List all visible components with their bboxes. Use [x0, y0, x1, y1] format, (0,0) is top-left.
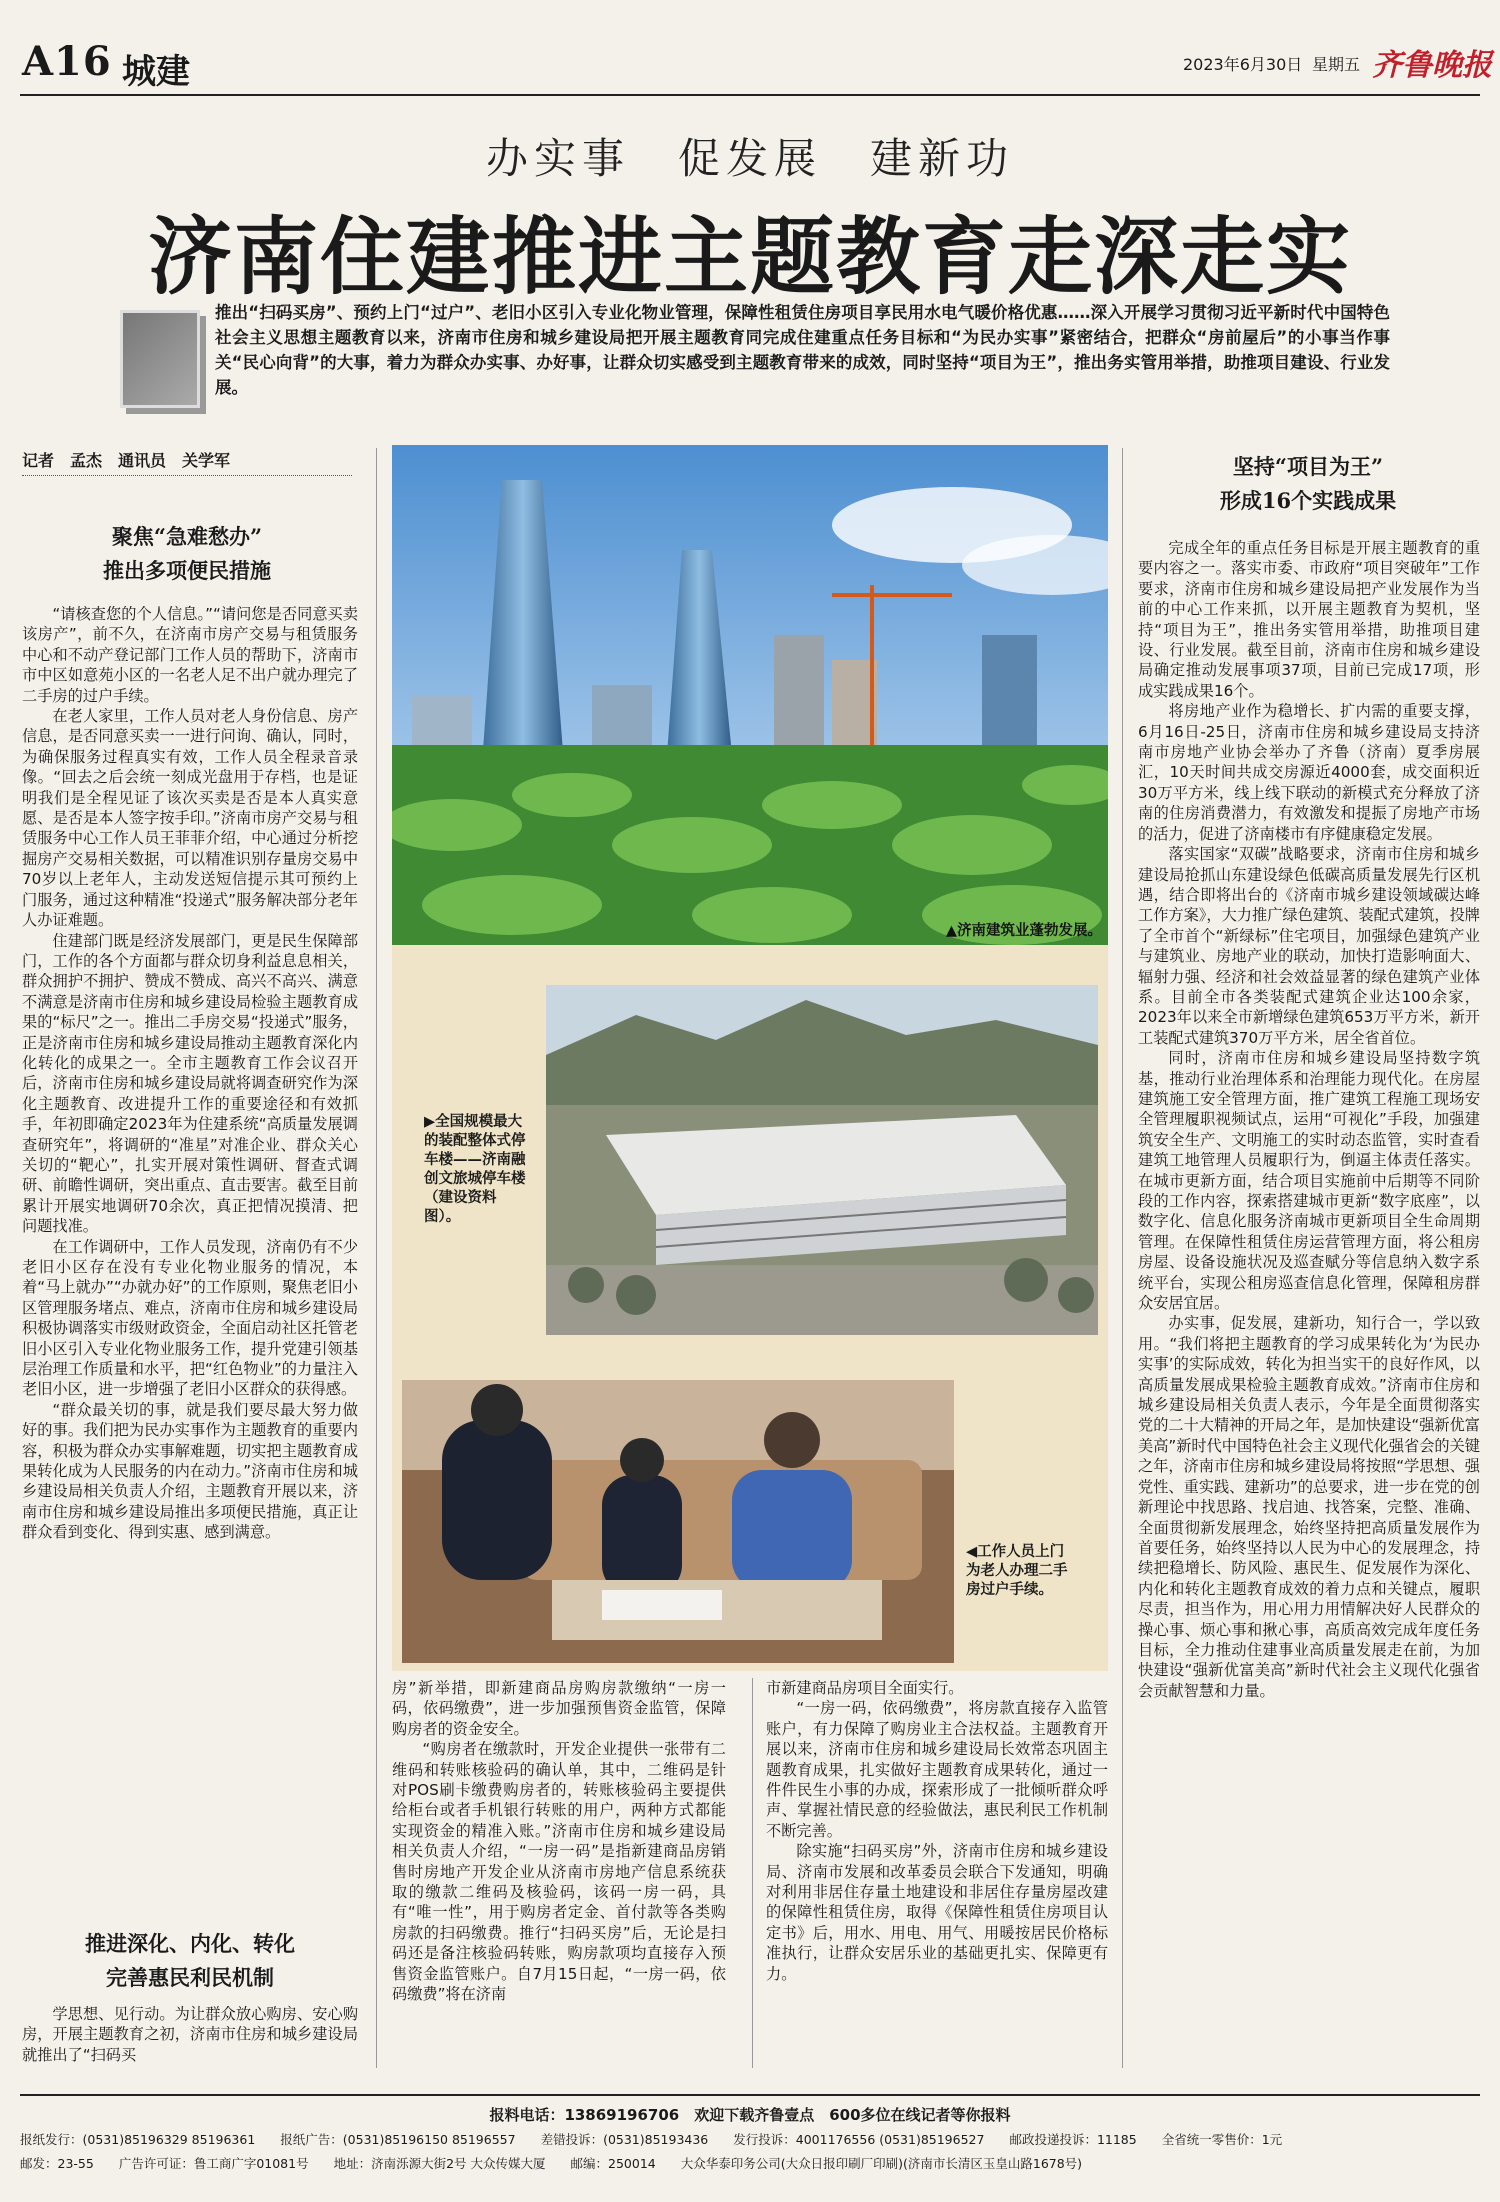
middle-column-a — [392, 1678, 726, 2068]
paper-logo: 齐鲁晚报 — [1372, 48, 1492, 83]
subhead-project-line2: 形成16个实践成果 — [1219, 488, 1397, 513]
right-column-body — [1138, 538, 1480, 2068]
paragraph: “一房一码，依码缴费”，将房款直接存入监管账户，有力保障了购房业主合法权益。主题教育开展以来，济南市住房和城乡建设局长效常态巩固主题教育成果，扎实做好主题教育成果转化，通过一件件民生小事的办成，探索形成了一批倾听群众呼声、掌握社情民意的经验做法，惠民利民工作机制不断完善。 — [766, 1699, 1108, 1840]
issue-date: 2023年6月30日 — [1183, 55, 1303, 74]
paragraph: “群众最关切的事，就是我们要尽最大努力做好的事。我们把为民办实事作为主题教育的重要内容，积极为群众办实事解难题，切实把主题教育成果转化成为人民服务的内在动力。”济南市住房和城乡建设局相关负责人介绍，主题教育开展以来，济南市住房和城乡建设局推出多项便民措施，真正让群众看到变化、得到实惠、感到满意。 — [22, 1400, 358, 1542]
paragraph: “购房者在缴款时，开发企业提供一张带有二维码和转账核验码的确认单，其中，二维码是针对POS刷卡缴费购房者的，转账核验码主要提供给柜台或者手机银行转账的用户，两种方式都能实现资金的精准入账。”济南市住房和城乡建设局相关负责人介绍，“一房一码”是指新建商品房销售时房地产开发企业从济南市房地产信息系统获取的缴款二维码及核验码，该码一房一码，具有“唯一性”，用于购房者定金、首付款等各类购房款的扫码缴费。推行“扫码买房”后，无论是扫码还是备注核验码转账，购房款项均直接存入预售资金监管账户。自7月15日起，“一房一码，依码缴费”将在济南 — [392, 1740, 726, 2004]
subhead-deepen — [22, 1927, 358, 1995]
photo-caption-home-visit: ◀工作人员上门为老人办理二手房过户手续。 — [966, 1544, 1068, 1598]
lead-paragraph: 推出“扫码买房”、预约上门“过户”、老旧小区引入专业化物业管理，保障性租赁住房项目享民用水电气暖价格优惠……深入开展学习贯彻习近平新时代中国特色社会主义思想主题教育以来，济南市住房和城乡建设局把开展主题教育同完成住建重点任务目标和“为民办实事”紧密结合，把群众“房前屋后”的小事当作事关“民心向背”的大事，着力为群众办实事、办好事，让群众切实感受到主题教育带来的成效，同时坚持“项目为王”，推出务实管用举措，助推项目建设、行业发展。 — [215, 303, 1390, 397]
paragraph: 办实事，促发展，建新功，知行合一，学以致用。“我们将把主题教育的学习成果转化为‘为民办实事’的实际成效，转化为担当实干的良好作风，以高质量发展成果检验主题教育成效。”济南市住房和城乡建设局相关负责人表示，今年是全面贯彻落实党的二十大精神的开局之年，是加快建设“强新优富美高”新时代中国特色社会主义现代化强省会的关键之年，济南市住房和城乡建设局将按照“学思想、强党性、重实践、建新功”的总要求，进一步在党的创新理论中找思路、找启迪、找答案，完整、准确、全面贯彻新发展理念，始终坚持把高质量发展作为首要任务，始终坚持以人民为中心的发展理念，持续把稳增长、防风险、惠民生、促发展作为深化、内化和转化主题教育成效的着力点和关键点，履职尽责，担当作为，用心用力用情解决好人民群众的操心事、烦心事和揪心事，高质高效完成年度任务目标，全力推动住建事业高质量发展走在前，为加快建设“强新优富美高”新时代社会主义现代化强省会贡献智慧和力量。 — [1138, 1314, 1480, 1700]
paragraph: 市新建商品房项目全面实行。 — [766, 1679, 964, 1697]
paragraph: 落实国家“双碳”战略要求，济南市住房和城乡建设局抢抓山东建设绿色低碳高质量发展先行区机遇，结合即将出台的《济南市城乡建设领域碳达峰工作方案》，大力推广绿色建筑、装配式建筑，投牌了全市首个“新绿标”住宅项目，加强绿色建筑产业与建筑业、房地产业的联动，加快打造影响面大、辐射力强、经济和社会效益显著的绿色建筑产业体系。目前全市各类装配式建筑企业达100余家，2023年以来全市新增绿色建筑653万平方米，新开工装配式建筑370万平方米，居全省首位。 — [1138, 845, 1480, 1047]
footer-contacts: 报纸发行：(0531)85196329 85196361 报纸广告：(0531)85196150 85196557 差错投诉：(0531)85193436 发行投诉：4001176556 (0531)85196527 邮政投递投诉：11185 全省统一零售价：1元 — [20, 2132, 1283, 2147]
paragraph: “请核查您的个人信息。”“请问您是否同意买卖该房产”，前不久，在济南市房产交易与租赁服务中心和不动产登记部门工作人员的帮助下，济南市市中区如意苑小区的一名老人足不出户就办理完了二手房的过户手续。 — [22, 605, 358, 705]
section-title: 城建 — [122, 52, 190, 92]
column-divider — [752, 1678, 753, 2068]
subhead-focus-line2: 推出多项便民措施 — [103, 558, 271, 583]
photo-caption-parking: ▶全国规模最大的装配整体式停车楼——济南融创文旅城停车楼（建设资料图）。 — [424, 1114, 526, 1225]
footer-address: 邮发：23-55 广告许可证：鲁工商广字01081号 地址：济南泺源大街2号 大众传媒大厦 邮编：250014 大众华泰印务公司(大众日报印刷厂印刷)(济南市长清区玉皇山路1678号) — [20, 2156, 1083, 2171]
paragraph: 房”新举措，即新建商品房购房款缴纳“一房一码，依码缴费”，进一步加强预售资金监管，保障购房者的资金安全。 — [392, 1679, 726, 1738]
column-divider — [1122, 448, 1123, 2068]
footer-rule — [20, 2094, 1480, 2096]
subhead-project — [1136, 450, 1480, 518]
parking-photo — [546, 985, 1098, 1335]
lead-block-icon — [120, 310, 200, 408]
skyline-photo — [392, 445, 1108, 945]
page-number: A16 — [22, 38, 112, 85]
home-visit-photo — [402, 1380, 954, 1663]
issue-weekday: 星期五 — [1312, 55, 1361, 74]
subhead-focus — [22, 520, 352, 588]
left-column-tail — [22, 2004, 358, 2068]
paragraph: 完成全年的重点任务目标是开展主题教育的重要内容之一。落实市委、市政府“项目突破年”工作要求，济南市住房和城乡建设局把产业发展作为当前的中心工作来抓，以开展主题教育为契机，坚持“项目为王”，推出务实管用举措，助推项目建设、行业发展。截至目前，济南市住房和城乡建设局确定推动发展事项37项，目前已完成17项，形成实践成果16个。 — [1138, 539, 1480, 700]
subhead-deepen-line1: 推进深化、内化、转化 — [85, 1931, 295, 1956]
byline: 记者 孟杰 通讯员 关学军 — [22, 448, 352, 476]
paragraph: 除实施“扫码买房”外，济南市住房和城乡建设局、济南市发展和改革委员会联合下发通知，明确对利用非居住存量土地建设和非居住存量房屋改建的保障性租赁住房，取得《保障性租赁住房项目认定书》后，用水、用电、用气、用暖按居民价格标准执行，让群众安居乐业的基础更扎实、保障更有力。 — [766, 1842, 1108, 1983]
middle-column-b — [766, 1678, 1108, 2068]
paragraph: 同时，济南市住房和城乡建设局坚持数字筑基，推动行业治理体系和治理能力现代化。在房屋建筑施工安全管理方面，推广建筑工程施工现场安全管理履职视频试点，运用“可视化”手段，加强建筑安全生产、文明施工的实时动态监管，实时查看建筑工地管理人员履职行为，倒逼主体责任落实。在城市更新方面，结合项目实施前中后期等不同阶段的工作内容，探索搭建城市更新“数字底座”，以数字化、信息化服务济南城市更新项目全生命周期管理。在保障性租赁住房运营管理方面，将公租房房屋、设备设施状况及巡查赋分等信息纳入数字系统平台，实现公租房巡查信息化管理，保障租房群众安居宜居。 — [1138, 1049, 1480, 1313]
parking-illustration — [546, 985, 1098, 1335]
paragraph: 学思想、见行动。为让群众放心购房、安心购房，开展主题教育之初，济南市住房和城乡建设局就推出了“扫码买 — [22, 2005, 358, 2064]
slogan: 办实事 促发展 建新功 — [485, 134, 1014, 183]
subhead-project-line1: 坚持“项目为王” — [1232, 454, 1384, 479]
headline: 济南住建推进主题教育走深走实 — [147, 207, 1352, 306]
paragraph: 在工作调研中，工作人员发现，济南仍有不少老旧小区存在没有专业化物业服务的情况，本着“马上就办”“办就办好”的工作原则，聚焦老旧小区管理服务堵点、难点，济南市住房和城乡建设局积极协调落实市级财政资金，全面启动社区托管老旧小区引入专业化物业服务工作，提升党建引领基层治理工作质量和水平，把“红色物业”的力量注入老旧小区，进一步增强了老旧小区群众的获得感。 — [22, 1237, 358, 1399]
paragraph: 住建部门既是经济发展部门，更是民生保障部门，工作的各个方面都与群众切身利益息息相关，群众拥护不拥护、赞成不赞成、高兴不高兴、满意不满意是济南市住房和城乡建设局检验主题教育成果的“标尺”之一。推出二手房交易“投递式”服务，正是济南市住房和城乡建设局推动主题教育深化内化转化的成果之一。全市主题教育工作会议召开后，济南市住房和城乡建设局就将调查研究作为深化主题教育、改进提升工作的重要途径和有效抓手，年初即确定2023年为住建系统“高质量发展调查研究年”，将调研的“准星”对准企业、群众关心关切的“靶心”，扎实开展对策性调研、督查式调研、前瞻性调研，突出重点、直击要害。截至目前累计开展实地调研70余次，真正把情况摸清、把问题找准。 — [22, 931, 358, 1236]
paragraph: 将房地产业作为稳增长、扩内需的重要支撑，6月16日-25日，济南市住房和城乡建设局支持济南市房地产业协会举办了齐鲁（济南）夏季房展汇，10天时间共成交房源近4000套，成交面积近30万平方米，线上线下联动的新模式充分释放了济南的住房消费潜力，有效激发和提振了房地产市场的活力，促进了济南楼市有序健康稳定发展。 — [1138, 702, 1480, 843]
subhead-deepen-line2: 完善惠民利民机制 — [106, 1965, 274, 1990]
photo-panel — [392, 445, 1108, 1671]
left-column-body — [22, 604, 358, 1919]
subhead-focus-line1: 聚焦“急难愁办” — [111, 524, 263, 549]
footer-hotline: 报料电话：13869196706 欢迎下载齐鲁壹点 600多位在线记者等你报料 — [489, 2106, 1011, 2124]
column-divider — [376, 448, 377, 2068]
paragraph: 在老人家里，工作人员对老人身份信息、房产信息，是否同意买卖一一进行问询、确认，同时，为确保服务过程真实有效，工作人员全程录音录像。“回去之后会统一刻成光盘用于存档，也是证明我们是全程见证了该次买卖是否是本人真实意愿、是否是本人签字按手印。”济南市房产交易与租赁服务中心工作人员王菲菲介绍，中心通过分析挖掘房产交易相关数据，可以精准识别存量房交易中70岁以上老年人，主动发送短信提示其可预约上门服务，通过这种精准“投递式”服务解决部分老年人办证难题。 — [22, 707, 358, 930]
masthead-rule — [20, 94, 1480, 96]
home-visit-illustration — [402, 1380, 954, 1663]
skyline-illustration — [392, 445, 1108, 945]
photo-caption-skyline: ▲济南建筑业蓬勃发展。 — [945, 923, 1102, 939]
